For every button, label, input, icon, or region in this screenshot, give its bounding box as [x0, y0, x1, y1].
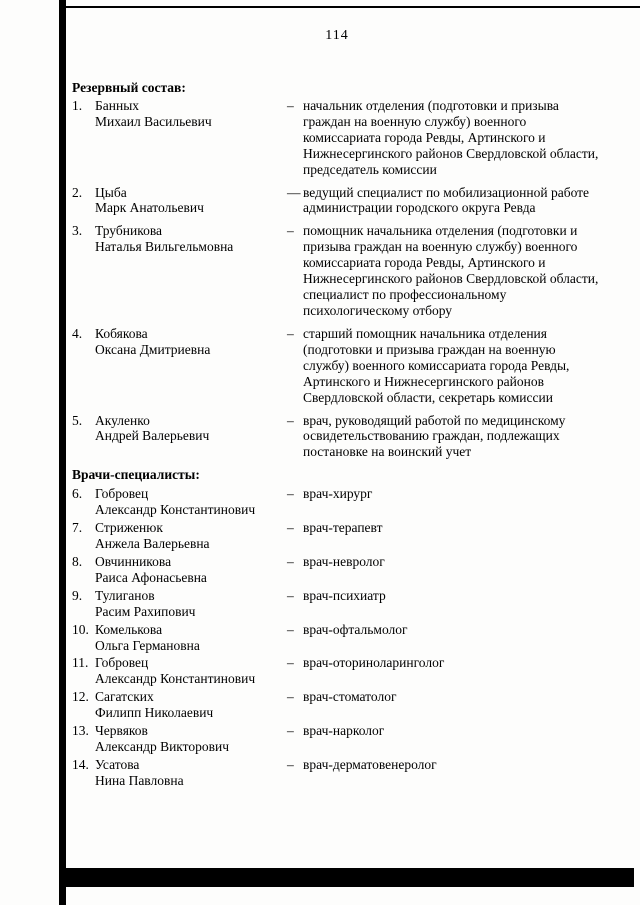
item-name: [95, 655, 287, 687]
list-item: [72, 98, 602, 178]
item-dash: –: [287, 621, 294, 637]
item-description: старший помощник начальника отделения (подготовки и призыва граждан на военную службу) военного комиссариата города Ревды, Артинского и Нижнесергинского районов Свердловской области, секретарь комиссии: [303, 325, 570, 405]
item-name-line1: Гобровец: [95, 655, 149, 671]
section-doctors: [72, 486, 602, 789]
item-dash: —: [287, 184, 301, 200]
item-description: врач-терапевт: [303, 520, 383, 536]
item-description: врач-дерматовенеролог: [303, 756, 437, 772]
list-item: [72, 757, 602, 789]
list-item: [72, 223, 602, 319]
item-name-line1: Банных: [95, 97, 140, 113]
item-name: [95, 486, 287, 518]
item-name: [95, 413, 287, 445]
item-number: 3.: [72, 223, 83, 239]
item-dash: –: [287, 723, 294, 739]
item-number: 4.: [72, 325, 83, 341]
item-name: [95, 185, 287, 217]
item-name-line1: Гобровец: [95, 486, 149, 502]
item-name-line1: Стриженюк: [95, 520, 163, 536]
item-dash: –: [287, 553, 294, 569]
list-item: [72, 554, 602, 586]
item-description: врач-офтальмолог: [303, 621, 408, 637]
item-name-line1: Комелькова: [95, 621, 163, 637]
item-dash: –: [287, 412, 294, 428]
item-description: врач-психиатр: [303, 587, 386, 603]
scan-border-left: [59, 0, 66, 905]
item-name-line1: Кобякова: [95, 325, 148, 341]
item-number: 13.: [72, 723, 89, 739]
item-number: 14.: [72, 756, 89, 772]
item-name: [95, 689, 287, 721]
item-description: врач-нарколог: [303, 723, 385, 739]
item-name-line2: Александр Константинович: [95, 502, 256, 518]
item-name-line2: Александр Константинович: [95, 671, 256, 687]
item-name-line2: Филипп Николаевич: [95, 705, 214, 721]
item-name-line2: Александр Викторович: [95, 739, 230, 755]
list-item: [72, 689, 602, 721]
item-name-line2: Ольга Германовна: [95, 637, 200, 653]
item-description: врач-стоматолог: [303, 689, 397, 705]
list-item: [72, 520, 602, 552]
item-name-line1: Червяков: [95, 723, 148, 739]
item-name: [95, 622, 287, 654]
item-number: 5.: [72, 412, 83, 428]
item-name: [95, 223, 287, 255]
item-dash: –: [287, 223, 294, 239]
item-name-line2: Марк Анатольевич: [95, 200, 204, 216]
list-item: [72, 723, 602, 755]
item-name: [95, 326, 287, 358]
scan-border-bottom: [62, 868, 634, 887]
item-number: 11.: [72, 655, 89, 671]
item-dash: –: [287, 689, 294, 705]
item-dash: –: [287, 520, 294, 536]
item-name-line1: Сагатских: [95, 689, 154, 705]
list-item: [72, 185, 602, 217]
item-description: врач-хирург: [303, 486, 373, 502]
item-number: 6.: [72, 486, 83, 502]
item-number: 1.: [72, 97, 83, 113]
item-dash: –: [287, 486, 294, 502]
item-name-line2: Наталья Вильгельмовна: [95, 239, 234, 255]
item-name-line2: Анжела Валерьевна: [95, 535, 210, 551]
item-name: [95, 723, 287, 755]
item-name: [95, 554, 287, 586]
item-name-line2: Михаил Васильевич: [95, 113, 212, 129]
item-dash: –: [287, 325, 294, 341]
item-name: [95, 588, 287, 620]
list-item: [72, 622, 602, 654]
item-number: 10.: [72, 621, 89, 637]
list-item: [72, 413, 602, 461]
item-number: 7.: [72, 520, 83, 536]
list-item: [72, 326, 602, 406]
item-name-line2: Раиса Афонасьевна: [95, 569, 207, 585]
item-name-line2: Андрей Валерьевич: [95, 428, 210, 444]
item-name-line2: Расим Рахипович: [95, 603, 196, 619]
item-number: 2.: [72, 184, 83, 200]
list-item: [72, 588, 602, 620]
item-name-line1: Тулиганов: [95, 587, 155, 603]
item-name: [95, 98, 287, 130]
page-content: [72, 28, 602, 791]
scan-border-top: [66, 6, 640, 8]
item-name-line1: Цыба: [95, 184, 127, 200]
item-name-line1: Трубникова: [95, 223, 163, 239]
item-description: врач-оториноларинголог: [303, 655, 445, 671]
item-description: врач, руководящий работой по медицинскому освидетельствованию граждан, подлежащих постановке на воинский учет: [303, 412, 566, 460]
item-dash: –: [287, 655, 294, 671]
section-heading-reserve: Резервный состав:: [72, 80, 186, 95]
item-name-line2: Нина Павловна: [95, 772, 184, 788]
item-dash: –: [287, 587, 294, 603]
section-reserve: [72, 98, 602, 460]
item-name-line1: Акуленко: [95, 412, 150, 428]
item-number: 12.: [72, 689, 89, 705]
section-heading-doctors: Врачи-специалисты:: [72, 467, 200, 483]
item-name: [95, 757, 287, 789]
item-name-line1: Овчинникова: [95, 553, 172, 569]
list-item: [72, 655, 602, 687]
item-description: начальник отделения (подготовки и призыва граждан на военную службу) военного комиссариата города Ревды, Артинского и Нижнесергинского районов Свердловской области, председатель комиссии: [303, 97, 599, 177]
item-name-line1: Усатова: [95, 756, 140, 772]
item-description: помощник начальника отделения (подготовки и призыва граждан на военную службу) военного комиссариата города Ревды, Артинского и Нижнесергинского районов Свердловской области, специалист по профессиональному психологическому отбору: [303, 223, 599, 318]
item-dash: –: [287, 97, 294, 113]
list-item: [72, 486, 602, 518]
item-number: 8.: [72, 553, 83, 569]
page-number: 114: [325, 28, 349, 43]
item-dash: –: [287, 756, 294, 772]
item-name-line2: Оксана Дмитриевна: [95, 341, 211, 357]
item-description: врач-невролог: [303, 553, 385, 569]
item-description: ведущий специалист по мобилизационной работе администрации городского округа Ревда: [303, 184, 590, 216]
item-number: 9.: [72, 587, 83, 603]
item-name: [95, 520, 287, 552]
